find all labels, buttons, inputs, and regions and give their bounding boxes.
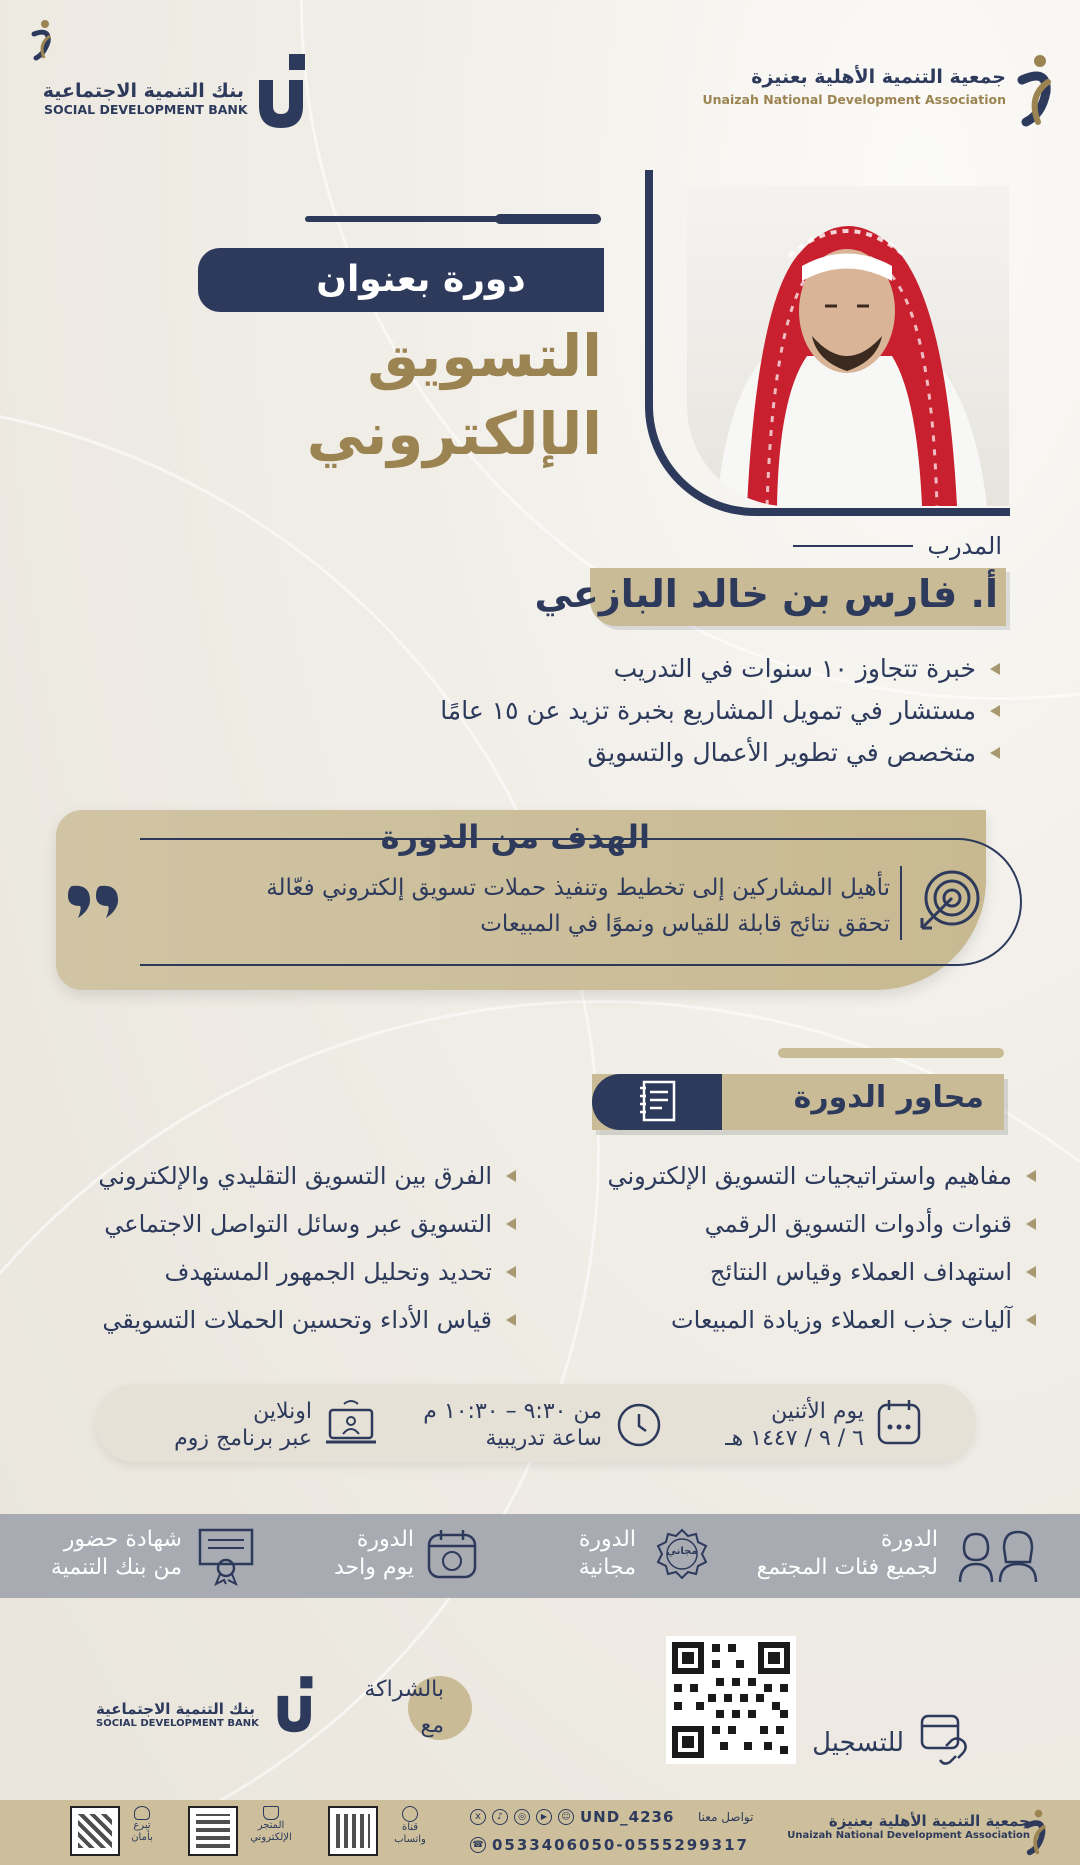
instagram-icon[interactable]: ◎ (514, 1809, 530, 1825)
phone-numbers: 0533406050-0555299317 (492, 1836, 749, 1854)
certificate-icon (196, 1526, 256, 1586)
unaizah-logo-arabic: جمعية التنمية الأهلية بعنيزة (828, 1812, 1030, 1830)
topic-item: استهداف العملاء وقياس النتائج (607, 1248, 1038, 1296)
sdb-logo-arabic: بنك التنمية الاجتماعية (96, 1700, 255, 1718)
feature-label: الدورة (356, 1527, 414, 1552)
schedule-date (725, 1398, 864, 1452)
schedule-time-value: من ٩:٣٠ – ١٠:٣٠ م (423, 1399, 602, 1424)
feature-label: الدورة (578, 1527, 636, 1552)
sdb-logo-arabic: بنك التنمية الاجتماعية (42, 80, 244, 102)
people-icon (956, 1528, 1044, 1584)
laptop-icon (324, 1398, 378, 1448)
feature-free (579, 1526, 636, 1582)
unaizah-logo-mark (1014, 52, 1058, 128)
link-label: قناة (401, 1822, 419, 1833)
notebook-icon (634, 1078, 684, 1126)
topics-left-column (98, 1152, 518, 1344)
partnership-line2: مع (420, 1713, 444, 1738)
whatsapp-channel-icon (402, 1806, 418, 1822)
topics-divider (778, 1048, 1004, 1058)
social-handle: UND_4236 (580, 1808, 675, 1826)
goal-text (266, 870, 890, 942)
unaizah-logo-mark (1022, 1806, 1050, 1858)
calendar-icon (876, 1398, 922, 1446)
schedule-mode-value: اونلاين (253, 1399, 312, 1424)
link-label: المتجر (257, 1820, 285, 1831)
calendar-day-icon (426, 1528, 480, 1582)
topic-item: آليات جذب العملاء وزيادة المبيعات (607, 1296, 1038, 1344)
feature-value: يوم واحد (334, 1555, 414, 1580)
unaizah-logo-arabic: جمعية التنمية الأهلية بعنيزة (751, 66, 1006, 88)
donate-qr[interactable] (70, 1806, 120, 1856)
topic-item: الفرق بين التسويق التقليدي والإلكتروني (98, 1152, 518, 1200)
link-icon (918, 1712, 972, 1766)
trainer-label: المدرب (927, 532, 1002, 560)
goal-separator (900, 866, 902, 940)
topic-item: قياس الأداء وتحسين الحملات التسويقي (98, 1296, 518, 1344)
whatsapp-icon[interactable]: ☎ (470, 1837, 486, 1853)
sdb-logo-english: SOCIAL DEVELOPMENT BANK (96, 1718, 259, 1729)
sdb-logo-mark (249, 50, 315, 134)
schedule-day: يوم الأثنين (771, 1399, 864, 1424)
trainer-name: أ. فارس بن خالد البازعي (534, 572, 998, 616)
course-title-line1: التسويق (367, 322, 602, 390)
sdb-logo (44, 50, 314, 134)
trainer-label-row (793, 532, 1002, 560)
x-icon[interactable]: x (470, 1809, 486, 1825)
footer-link-store[interactable] (244, 1806, 298, 1844)
schedule-date-value: ٦ / ٩ / ١٤٤٧ هـ (725, 1426, 864, 1451)
unaizah-logo-english: Unaizah National Development Association (702, 92, 1006, 107)
cart-icon (263, 1806, 279, 1820)
unaizah-logo (678, 52, 1058, 128)
sdb-logo-english: SOCIAL DEVELOPMENT BANK (44, 102, 248, 117)
feature-value: مجانية (578, 1555, 636, 1580)
store-qr[interactable] (188, 1806, 238, 1856)
partnership-line1: بالشراكة (364, 1677, 444, 1702)
trainer-label-line (793, 545, 913, 547)
trainer-bullet: متخصص في تطوير الأعمال والتسويق (440, 732, 1002, 774)
course-label-pill: دورة بعنوان (198, 248, 604, 312)
link-label: تبرع (133, 1820, 151, 1831)
whatsapp-qr[interactable] (328, 1806, 378, 1856)
topic-item: مفاهيم واستراتيجيات التسويق الإلكتروني (607, 1152, 1038, 1200)
course-title-line2: الإلكتروني (306, 400, 602, 468)
trainer-photo (687, 186, 1009, 506)
topic-item: قنوات وأدوات التسويق الرقمي (607, 1200, 1038, 1248)
feature-value: من بنك التنمية (50, 1555, 182, 1580)
title-divider-accent (495, 214, 601, 224)
schedule-mode (174, 1398, 312, 1452)
feature-label: شهادة حضور (63, 1527, 182, 1552)
feature-one-day (334, 1526, 414, 1582)
schedule-platform: عبر برنامج زوم (174, 1426, 312, 1451)
register-label: للتسجيل (812, 1728, 904, 1758)
tiktok-icon[interactable]: ♪ (492, 1809, 508, 1825)
footer-unaizah-logo (787, 1812, 1030, 1841)
goal-title-line (248, 838, 332, 840)
goal-title: الهدف من الدورة (380, 818, 650, 856)
topic-item: التسويق عبر وسائل التواصل الاجتماعي (98, 1200, 518, 1248)
partnership-label (364, 1672, 444, 1744)
footer-social-row (470, 1808, 674, 1826)
sdb-logo-mark (270, 1670, 320, 1740)
free-badge-text: مجاني (666, 1546, 698, 1557)
topic-item: تحديد وتحليل الجمهور المستهدف (98, 1248, 518, 1296)
link-label: واتساب (394, 1834, 426, 1845)
link-label: الإلكتروني (250, 1832, 292, 1843)
topics-right-column (607, 1152, 1038, 1344)
trainer-bullet: خبرة تتجاوز ١٠ سنوات في التدريب (440, 648, 1002, 690)
clock-icon (616, 1402, 662, 1448)
feature-value: لجميع فئات المجتمع (756, 1555, 938, 1580)
unaizah-logo-english: Unaizah National Development Association (787, 1830, 1030, 1841)
feature-all-audiences (757, 1526, 938, 1582)
trainer-bullets (440, 648, 1002, 774)
schedule-duration: ساعة تدريبية (485, 1426, 602, 1451)
youtube-icon[interactable]: ▶ (536, 1809, 552, 1825)
schedule-time (423, 1398, 602, 1452)
quote-icon (66, 884, 122, 920)
feature-label: الدورة (880, 1527, 938, 1552)
contact-label: تواصل معنا (698, 1810, 754, 1824)
trainer-bullet: مستشار في تمويل المشاريع بخبرة تزيد عن ١٥ عامًا (440, 690, 1002, 732)
link-label: بأمان (131, 1832, 153, 1843)
footer-link-donate[interactable] (122, 1806, 162, 1844)
snapchat-icon[interactable]: ☺ (558, 1809, 574, 1825)
topics-title: محاور الدورة (793, 1080, 984, 1115)
goal-text-line2: تحقق نتائج قابلة للقياس ونموًا في المبيعات (480, 911, 890, 937)
qr-icon[interactable] (666, 1636, 796, 1764)
footer-phone-row (470, 1836, 749, 1854)
sdb-logo-bottom (96, 1670, 326, 1744)
feature-certificate (51, 1526, 182, 1582)
footer-link-whatsapp[interactable] (390, 1806, 430, 1846)
goal-text-line1: تأهيل المشاركين إلى تخطيط وتنفيذ حملات تسويق إلكتروني فعّالة (266, 875, 890, 901)
target-icon (912, 866, 982, 936)
donate-icon (134, 1806, 150, 1820)
